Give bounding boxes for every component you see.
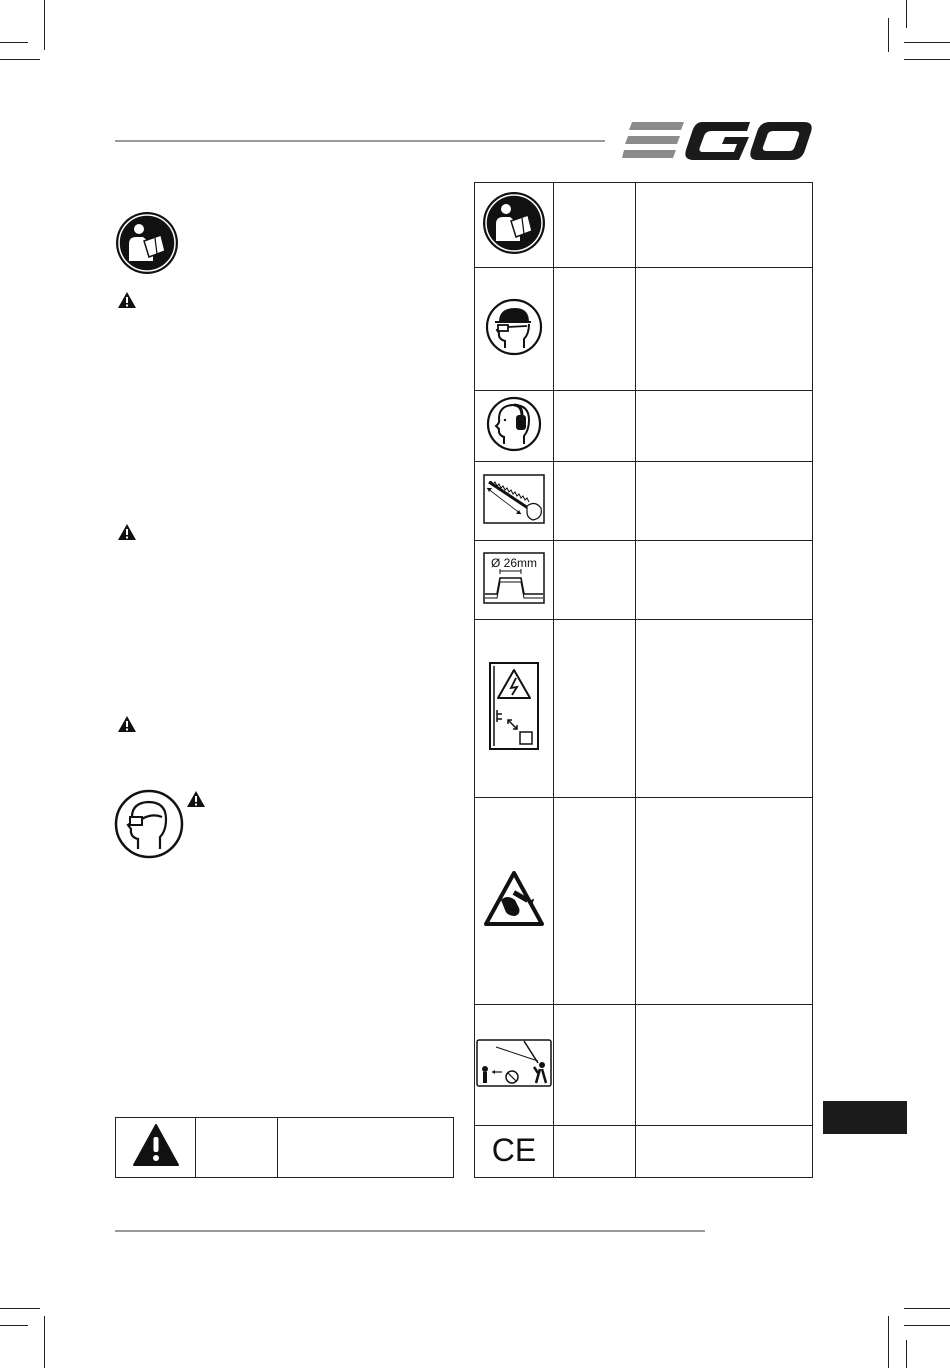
icon-cell: [475, 798, 554, 1005]
symbol-description-cell: [636, 462, 813, 541]
table-row: [475, 268, 813, 391]
table-row: [475, 183, 813, 268]
crop-mark: [44, 18, 45, 50]
crop-mark: [904, 1325, 950, 1326]
symbol-name-cell: [554, 462, 636, 541]
crop-mark: [0, 42, 28, 43]
read-manual-icon: [482, 191, 546, 255]
crop-mark: [0, 1308, 40, 1309]
symbol-name-cell: [554, 541, 636, 620]
symbol-name-cell: [554, 183, 636, 268]
icon-cell: [475, 391, 554, 462]
symbol-name-cell: [554, 391, 636, 462]
crop-mark: [904, 59, 950, 60]
icon-cell: [475, 620, 554, 798]
crop-mark: [0, 59, 40, 60]
warning-icon: [117, 523, 137, 541]
symbol-description-cell: [636, 620, 813, 798]
table-row: [475, 620, 813, 798]
warning-legend-table: [115, 1117, 454, 1178]
warning-icon: [117, 291, 137, 309]
icon-cell: [475, 462, 554, 541]
icon-cell: [475, 183, 554, 268]
symbol-description-cell: [636, 1005, 813, 1126]
warning-icon: [117, 715, 137, 733]
table-row: [475, 798, 813, 1005]
cutting-diameter-label: Ø 26mm: [490, 555, 538, 570]
symbol-description-cell: [636, 391, 813, 462]
crop-mark: [906, 0, 907, 28]
crop-mark: [0, 1325, 28, 1326]
electrocution-hazard-icon: [489, 662, 539, 750]
table-row: [475, 391, 813, 462]
safety-glasses-icon: [114, 789, 184, 859]
icon-cell: [475, 268, 554, 391]
symbol-description-cell: [636, 1126, 813, 1178]
ce-mark-label: CE: [491, 1132, 537, 1166]
header-rule: [115, 140, 605, 142]
table-row: [475, 462, 813, 541]
read-manual-icon: [115, 211, 179, 275]
ear-protection-icon: [486, 396, 542, 452]
crop-mark: [888, 18, 889, 52]
symbol-description-cell: [278, 1118, 454, 1178]
crop-mark: [906, 1340, 907, 1368]
language-tab: [823, 1101, 907, 1134]
footer-rule: [115, 1230, 705, 1232]
symbol-description-cell: [636, 268, 813, 391]
crop-mark: [904, 1308, 950, 1309]
warning-triangle-icon: [132, 1123, 180, 1167]
symbol-description-cell: [636, 798, 813, 1005]
bystander-distance-icon: [476, 1039, 552, 1087]
crop-mark: [904, 42, 950, 43]
symbol-description-cell: [636, 541, 813, 620]
symbol-name-cell: [196, 1118, 278, 1178]
blade-length-icon: [483, 474, 545, 524]
icon-cell: [116, 1118, 196, 1178]
table-row: [475, 1005, 813, 1126]
table-row: [475, 1126, 813, 1178]
symbol-description-cell: [636, 183, 813, 268]
ego-logo: [622, 118, 812, 164]
warning-icon: [186, 790, 206, 808]
symbol-name-cell: [554, 1126, 636, 1178]
crop-mark: [888, 1316, 889, 1368]
symbol-table: [474, 182, 813, 1178]
symbol-name-cell: [554, 798, 636, 1005]
icon-cell: [475, 541, 554, 620]
ce-mark-icon: [491, 1132, 537, 1166]
symbol-name-cell: [554, 268, 636, 391]
helmet-glasses-icon: [485, 298, 543, 356]
cutting-diameter-icon: [483, 552, 545, 604]
table-row: [475, 541, 813, 620]
crop-mark: [44, 1316, 45, 1368]
symbol-name-cell: [554, 620, 636, 798]
symbol-name-cell: [554, 1005, 636, 1126]
icon-cell: [475, 1005, 554, 1126]
cutting-hand-hazard-icon: [483, 870, 545, 928]
icon-cell: [475, 1126, 554, 1178]
table-row: [116, 1118, 454, 1178]
